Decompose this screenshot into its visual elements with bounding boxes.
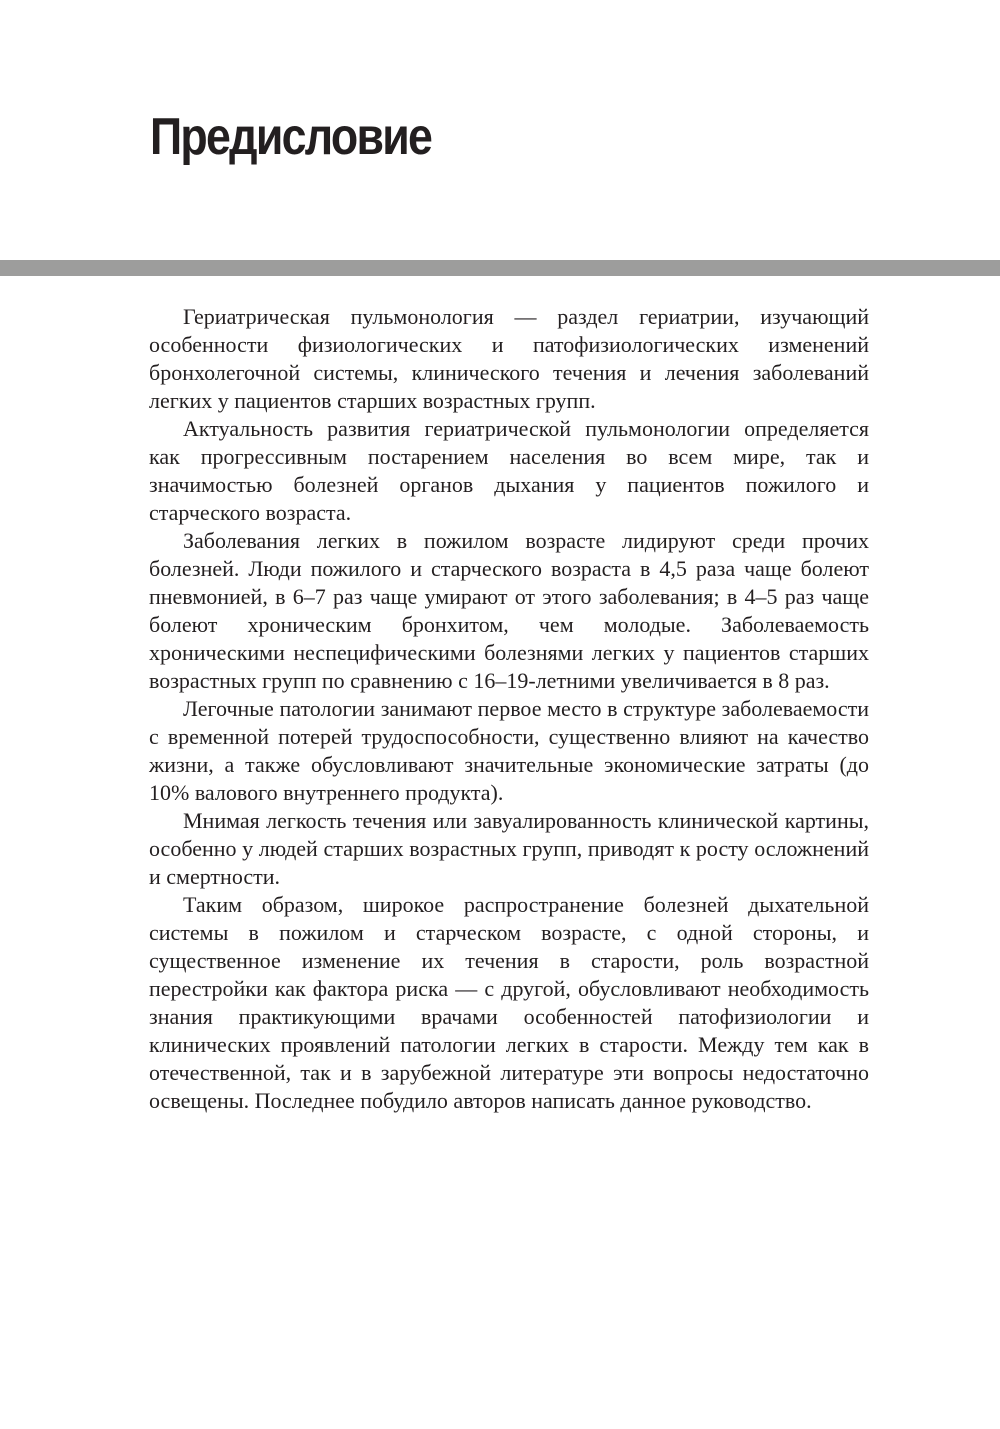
paragraph-3: Заболевания легких в пожилом возрасте лидируют среди прочих болезней. Люди пожилого и старческого возраста в 4,5 раза чаще болеют пневмонией, в 6–7 раз чаще умирают от этого заболевания; в 4–5 раз чаще болеют хроническим бронхитом, чем молодые. Заболеваемость хроническими неспецифическими болезнями легких у пациентов старших возрастных групп по сравнению с 16–19-летними увеличивается в 8 раз. bbox=[149, 528, 869, 693]
title-divider-bar bbox=[0, 260, 1000, 276]
paragraph-5: Мнимая легкость течения или завуалированность клинической картины, особенно у людей старших возрастных групп, приводят к росту осложнений и смертности. bbox=[149, 808, 869, 889]
paragraph-1: Гериатрическая пульмонология — раздел гериатрии, изучающий особенности физиологических и патофизиологических изменений бронхолегочной системы, клинического течения и лечения заболеваний легких у пациентов старших возрастных групп. bbox=[149, 304, 869, 413]
preface-body bbox=[149, 303, 869, 1115]
paragraph-6: Таким образом, широкое распространение болезней дыхательной системы в пожилом и старческом возрасте, с одной стороны, и существенное изменение их течения в старости, роль возрастной перестройки как фактора риска — с другой, обусловливают необходимость знания практикующими врачами особенностей патофизиологии и клинических проявлений патологии легких в старости. Между тем как в отечественной, так и в зарубежной литературе эти вопросы недостаточно освещены. Последнее побудило авторов написать данное руководство. bbox=[149, 892, 869, 1113]
paragraph-2: Актуальность развития гериатрической пульмонологии определяется как прогрессивным постарением населения во всем мире, так и значимостью болезней органов дыхания у пациентов пожилого и старческого возраста. bbox=[149, 416, 869, 525]
paragraph-4: Легочные патологии занимают первое место в структуре заболеваемости с временной потерей трудоспособности, существенно влияют на качество жизни, а также обусловливают значительные экономические затраты (до 10% валового внутреннего продукта). bbox=[149, 696, 869, 805]
page-title: Предисловие bbox=[150, 108, 432, 166]
